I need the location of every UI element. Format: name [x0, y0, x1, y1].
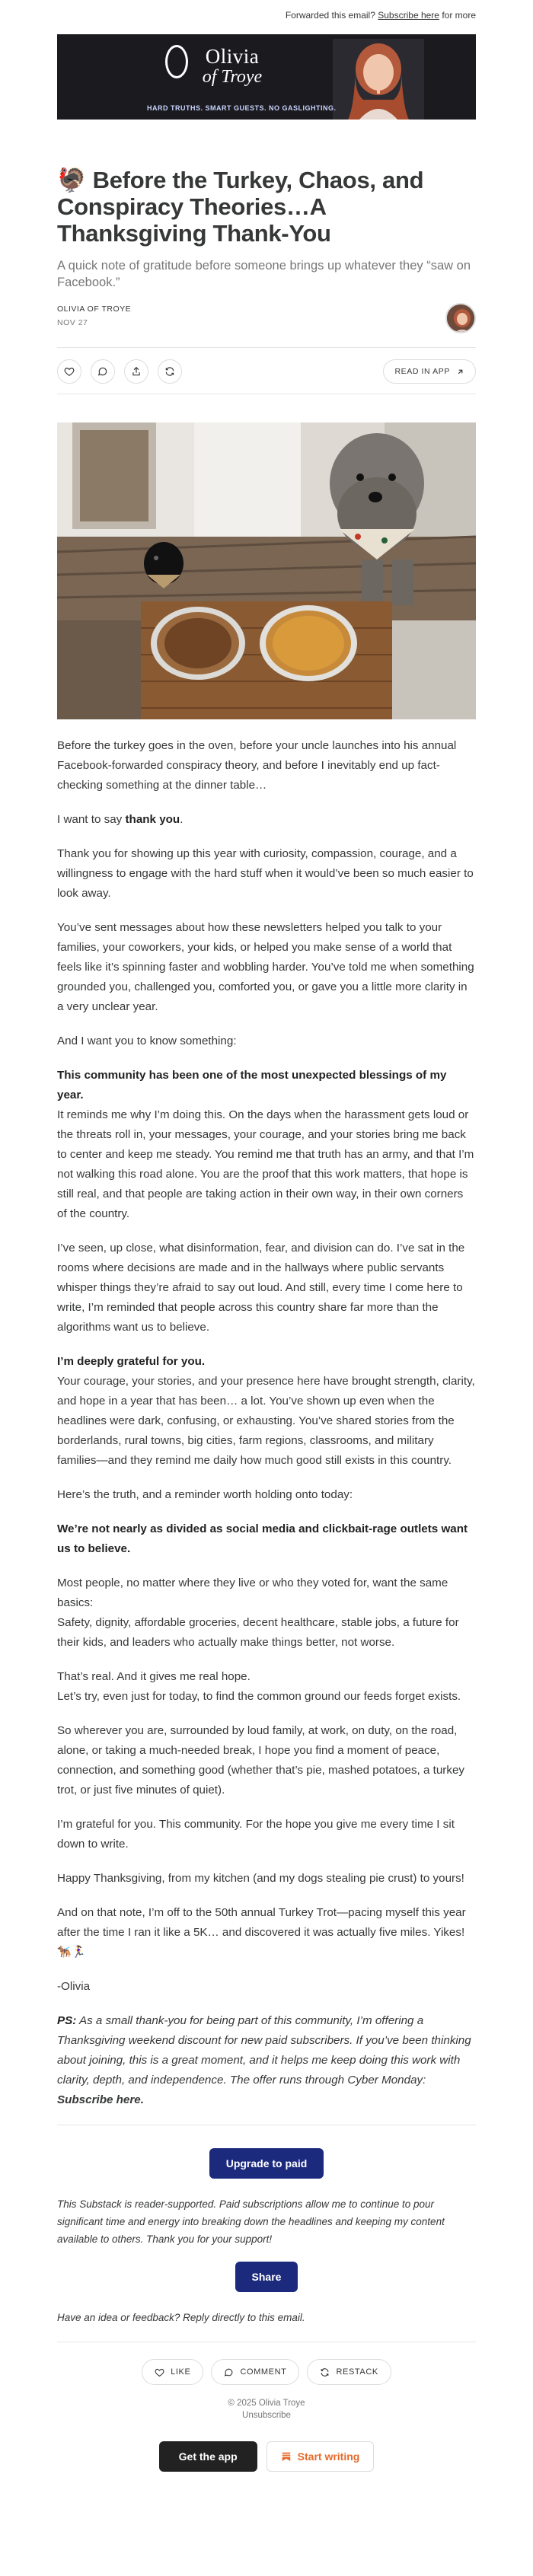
- logo-ring-icon: [165, 45, 188, 78]
- paragraph: That’s real. And it gives me real hope. Let’s try, even just for today, to find the common ground our feeds forget exists.: [57, 1670, 461, 1703]
- share-cta-button[interactable]: Share: [235, 2262, 298, 2292]
- heart-icon: [64, 366, 75, 377]
- signature: -Olivia: [57, 1980, 91, 1993]
- footer-actions: [57, 2359, 476, 2385]
- restack-icon: [320, 2367, 330, 2377]
- substack-icon: [281, 2451, 292, 2462]
- arrow-up-right-icon: [456, 368, 464, 376]
- paragraph: So wherever you are, surrounded by loud family, at work, on duty, on the road, alone, or taking a much-needed break, I hope you find a moment of peace, connection, and something good (whether that’s pie, mashed potatoes, a turkey trot, or just five minutes of quiet).: [57, 1724, 464, 1797]
- start-writing-button[interactable]: Start writing: [266, 2441, 375, 2472]
- author-portrait: [333, 39, 424, 120]
- post-actions-bar: [57, 347, 476, 394]
- paragraph: Most people, no matter where they live or who they voted for, want the same basics: Safety, dignity, affordable groceries, decent healthcare, stable jobs, a future for their kids, and leaders who actually make things better, not worse.: [57, 1577, 459, 1649]
- subscribe-link[interactable]: Subscribe here: [378, 10, 439, 21]
- upgrade-to-paid-button[interactable]: Upgrade to paid: [209, 2148, 324, 2179]
- copyright-block: [57, 2397, 476, 2421]
- turkey-emoji: 🦃: [57, 167, 87, 193]
- ps-subscribe-link[interactable]: Subscribe here.: [57, 2093, 144, 2106]
- publication-banner[interactable]: Olivia of Troye HARD TRUTHS. SMART GUESTS. NO GASLIGHTING.: [57, 34, 476, 120]
- get-the-app-button[interactable]: Get the app: [159, 2441, 257, 2472]
- paragraph: This community has been one of the most unexpected blessings of my year. It reminds me why I’m doing this. On the days when the harassment gets loud or the threats roll in, your messages, your courage, and your stories bring me back to center and keep me steady. You remind me that truth has an army, and that I’m not walking this road alone. You are the proof that this work matters, that hope is still real, and that people are taking action in their own way, in their own corners of the country.: [57, 1069, 474, 1220]
- email-container: [57, 0, 476, 2472]
- app-cta-row: [57, 2441, 476, 2472]
- read-in-app-button[interactable]: READ IN APP: [383, 359, 476, 384]
- post-date: NOV 27: [57, 318, 88, 327]
- paragraph: Happy Thanksgiving, from my kitchen (and my dogs stealing pie crust) to yours!: [57, 1872, 464, 1885]
- paragraph: I’m deeply grateful for you. Your courage, your stories, and your presence here have brought strength, clarity, and hope in a year that has been… a lot. You’ve shown up even when the headlines were dark, confusing, or exhausting. You’ve shared stories from the borderlands, rural towns, big cities, farm regions, classrooms, and military families—and they remind me daily how much good still exists in this country.: [57, 1355, 475, 1467]
- post-title[interactable]: 🦃 Before the Turkey, Chaos, and Conspiracy Theories…A Thanksgiving Thank-You: [57, 167, 424, 247]
- heart-icon: [155, 2367, 164, 2377]
- publication-logo: Olivia of Troye: [156, 45, 308, 88]
- paragraph: Thank you for showing up this year with curiosity, compassion, courage, and a willingness to engage with the hard stuff when it would’ve been so much easier to look away.: [57, 847, 474, 900]
- hero-image[interactable]: [57, 422, 476, 719]
- paragraph: We’re not nearly as divided as social media and clickbait-rage outlets want us to believe.: [57, 1522, 468, 1555]
- copyright: © 2025 Olivia Troye: [228, 2399, 305, 2408]
- paragraph: I’m grateful for you. This community. For the hope you give me every time I sit down to write.: [57, 1818, 455, 1851]
- postscript: PS: As a small thank-you for being part of this community, I’m offering a Thanksgiving weekend discount for new paid subscribers. If you’ve been thinking about joining, this is a great moment, and it helps me keep doing this work with clarity, depth, and independence. The offer runs through Cyber Monday: Subscribe here.: [57, 2014, 471, 2106]
- footer-comment-button[interactable]: COMMENT: [211, 2359, 299, 2385]
- post-subtitle: A quick note of gratitude before someone brings up whatever they “saw on Facebook.”: [57, 259, 471, 289]
- paragraph: I want to say thank you.: [57, 813, 184, 826]
- paragraph: And I want you to know something:: [57, 1035, 237, 1047]
- restack-button[interactable]: [158, 359, 182, 384]
- support-note: This Substack is reader-supported. Paid subscriptions allow me to continue to pour significant time and energy into breaking down the headlines and keeping my content available to others. Thank you for your support!: [57, 2198, 445, 2245]
- comment-icon: [97, 366, 108, 377]
- comment-icon: [224, 2367, 234, 2377]
- byline: [57, 304, 476, 338]
- dogs-and-pies-photo: [57, 422, 476, 719]
- footer-restack-button[interactable]: RESTACK: [307, 2359, 391, 2385]
- feedback-note: Have an idea or feedback? Reply directly to this email.: [57, 2312, 305, 2323]
- paragraph: Before the turkey goes in the oven, before your uncle launches into his annual Facebook-forwarded conspiracy theory, and before I inevitably end up fact-checking something at the dinner table…: [57, 739, 457, 792]
- share-button[interactable]: [124, 359, 148, 384]
- paragraph: And on that note, I’m off to the 50th annual Turkey Trot—pacing myself this year after the time I ran it like a 5K… and discovered it was actually five miles. Yikes! 🐕‍🦺🏃‍♀️: [57, 1906, 466, 1959]
- footer-like-button[interactable]: LIKE: [142, 2359, 203, 2385]
- avatar-image: [447, 304, 476, 333]
- comment-button[interactable]: [91, 359, 115, 384]
- paragraph: I’ve seen, up close, what disinformation, fear, and division can do. I’ve sat in the rooms where decisions are made and in the hallways where public servants whisper things they’re afraid to say out loud. And still, every time I come here to write, I’m reminded that people across this country share far more than the algorithms want us to believe.: [57, 1242, 465, 1334]
- share-icon: [131, 366, 142, 377]
- author-avatar[interactable]: [445, 303, 476, 333]
- restack-icon: [164, 366, 175, 377]
- post-body: [57, 736, 476, 2110]
- paragraph: You’ve sent messages about how these newsletters helped you talk to your families, your coworkers, your kids, or helped you make sense of a world that feels like it’s spinning faster and wobbling harder. You’ve told me when something grounded you, challenged you, comforted you, or gave you a little more clarity in a very unclear year.: [57, 921, 474, 1013]
- paragraph: Here’s the truth, and a reminder worth holding onto today:: [57, 1488, 353, 1501]
- like-button[interactable]: [57, 359, 81, 384]
- forward-notice: Forwarded this email? Subscribe here for more: [285, 10, 476, 21]
- unsubscribe-link[interactable]: Unsubscribe: [242, 2411, 291, 2420]
- author-name[interactable]: OLIVIA OF TROYE: [57, 304, 132, 314]
